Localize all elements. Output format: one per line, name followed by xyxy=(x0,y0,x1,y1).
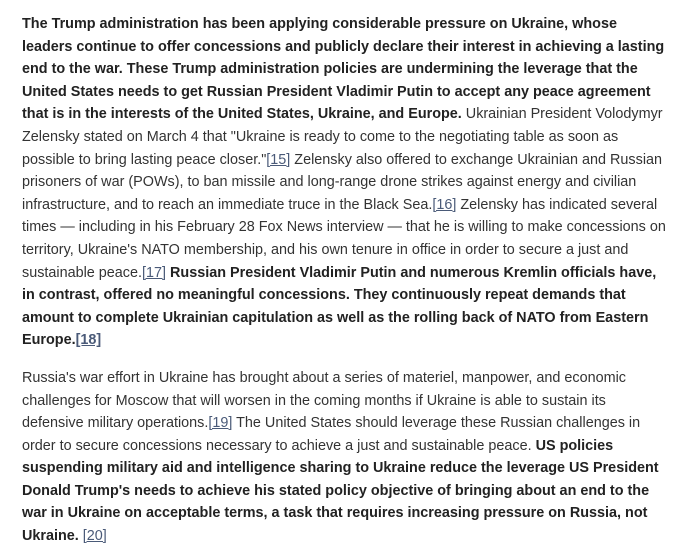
citation-link-16[interactable]: [16] xyxy=(432,196,457,213)
key-point-us-policies: US policies suspending military aid and intelligence sharing to Ukraine reduce the leverage US President Donald Trump's needs to achieve his stated policy objective of bringing about an end to the war in Ukraine on acceptable terms, a task that requires increasing pressure on Russia, not Ukraine. xyxy=(22,437,659,545)
zelensky-concessions-text: Zelensky has indicated several times — including in his February 28 Fox News interview — that he is willing to make concessions on territory, Ukraine's NATO membership, and his own tenure in office in order to secure a just and sustainable peace. xyxy=(22,196,666,281)
russia-war-effort-text: Russia's war effort in Ukraine has brought about a series of materiel, manpower, and economic challenges for Moscow that will worsen in the coming months if Ukraine is able to sustain its defensive military operations. xyxy=(22,369,626,432)
citation-link-15[interactable]: [15] xyxy=(266,151,291,168)
us-leverage-text: The United States should leverage these Russian challenges in order to secure concessions necessary to achieve a just and sustainable peace. xyxy=(22,415,641,454)
key-point-pressure-on-ukraine: The Trump administration has been applying considerable pressure on Ukraine, whose leaders continue to offer concessions and publicly declare their interest in achieving a lasting end to the war. These Trump administration policies are undermining the leverage that the United States needs to get Russian President Vladimir Putin to accept any peace agreement that is in the interests of the United States, Ukraine, and Europe. xyxy=(22,16,665,123)
zelensky-statement-text: Ukrainian President Volodymyr Zelensky stated on March 4 that "Ukraine is ready to come to the negotiating table as soon as possible to bring lasting peace closer." xyxy=(22,106,663,168)
paragraph-1 xyxy=(22,13,670,352)
zelensky-offer-text: Zelensky also offered to exchange Ukrainian and Russian prisoners of war (POWs), to ban missile and long-range drone strikes against energy and civilian infrastructure, and to reach an immediate truce in the Black Sea. xyxy=(22,151,663,213)
key-point-russian-demands: Russian President Vladimir Putin and numerous Kremlin officials have, in contrast, offered no meaningful concessions. They continuously repeat demands that amount to complete Ukrainian capitulation as well as the rolling back of NATO from Eastern Europe. xyxy=(22,264,657,349)
article-body xyxy=(22,13,670,548)
citation-link-19[interactable]: [19] xyxy=(208,415,233,432)
citation-link-20[interactable]: [20] xyxy=(82,528,107,545)
paragraph-2 xyxy=(22,367,670,548)
citation-link-18[interactable]: [18] xyxy=(75,332,102,349)
citation-link-17[interactable]: [17] xyxy=(142,264,167,281)
